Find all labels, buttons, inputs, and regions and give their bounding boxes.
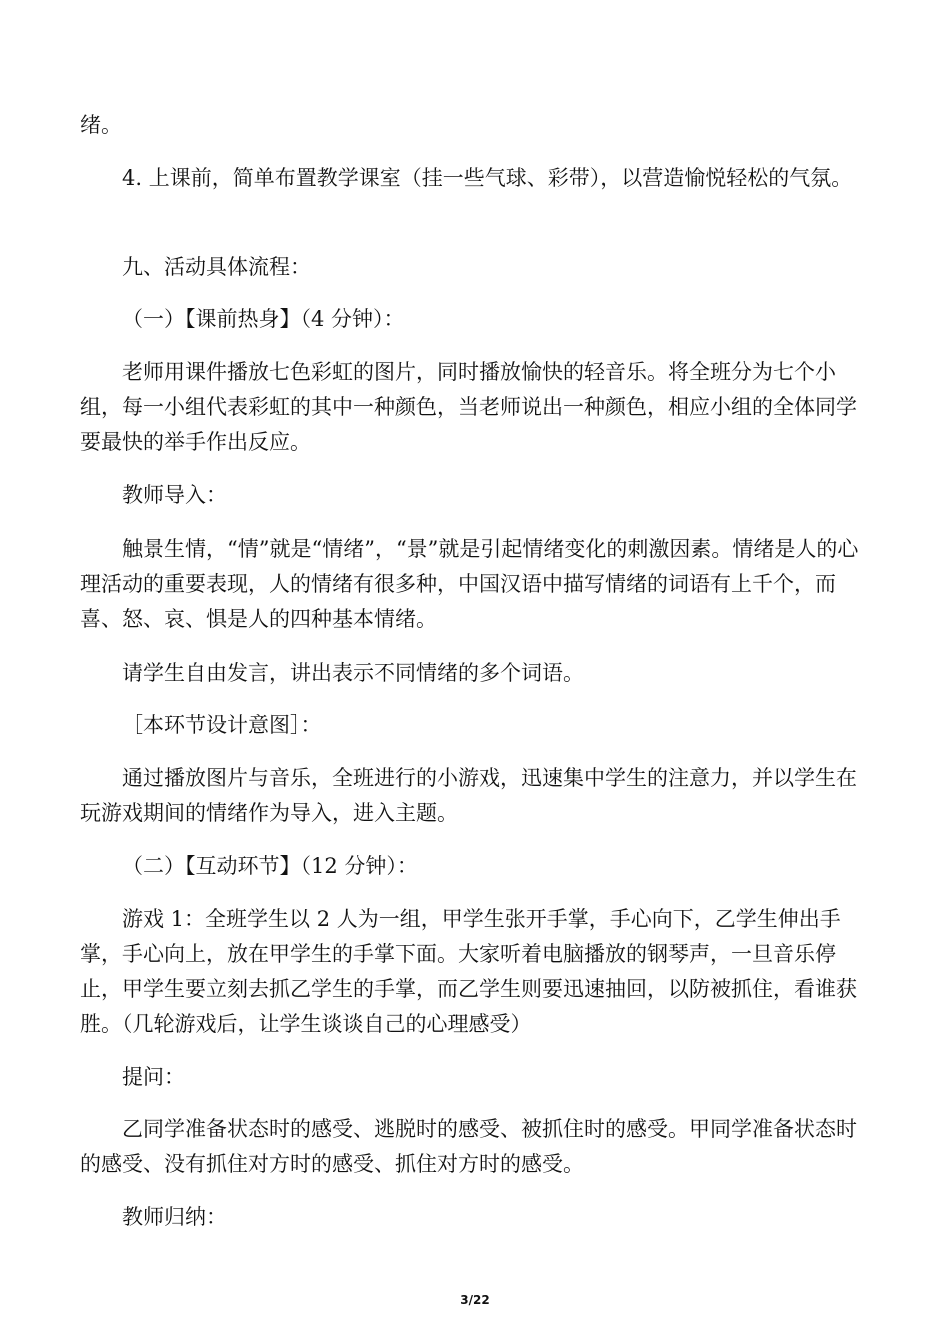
paragraph-preparation-4: 4. 上课前，简单布置教学课室（挂一些气球、彩带），以营造愉悦轻松的气氛。 [122, 166, 853, 190]
label-teacher-intro: 教师导入： [122, 483, 227, 507]
paragraph-teacher-intro: 触景生情，“情”就是“情绪”，“景”就是引起情绪变化的刺激因素。情绪是人的心理活动的重要表现，人的情绪有很多种，中国汉语中描写情绪的词语有上千个，而喜、怒、哀、惧是人的四种基本情绪。 [80, 537, 859, 631]
paragraph-game-1: 游戏 1：全班学生以 2 人为一组，甲学生张开手掌，手心向下，乙学生伸出手掌，手心向上，放在甲学生的手掌下面。大家听着电脑播放的钢琴声，一旦音乐停止，甲学生要立刻去抓乙学生的手掌，而乙学生则要迅速抽回，以防被抓住，看谁获胜。（几轮游戏后，让学生谈谈自己的心理感受） [80, 907, 857, 1036]
label-design-intent: ［本环节设计意图］： [122, 713, 322, 737]
label-teacher-summary: 教师归纳： [122, 1205, 227, 1229]
label-question: 提问： [122, 1065, 185, 1089]
paragraph-question-detail: 乙同学准备状态时的感受、逃脱时的感受、被抓住时的感受。甲同学准备状态时的感受、没有抓住对方时的感受、抓住对方时的感受。 [80, 1117, 857, 1176]
section-heading-activity-flow: 九、活动具体流程： [122, 255, 311, 279]
paragraph-continuation: 绪。 [80, 113, 122, 137]
paragraph-design-intent: 通过播放图片与音乐，全班进行的小游戏，迅速集中学生的注意力，并以学生在玩游戏期间的情绪作为导入，进入主题。 [80, 766, 857, 825]
subheading-interaction: （二）【互动环节】（12 分钟）： [122, 854, 418, 878]
paragraph-warmup-description: 老师用课件播放七色彩虹的图片，同时播放愉快的轻音乐。将全班分为七个小组，每一小组代表彩虹的其中一种颜色，当老师说出一种颜色，相应小组的全体同学要最快的举手作出反应。 [80, 360, 857, 454]
paragraph-student-speak: 请学生自由发言，讲出表示不同情绪的多个词语。 [122, 661, 584, 685]
subheading-warmup: （一）【课前热身】（4 分钟）： [122, 307, 405, 331]
page-number: 3/22 [460, 1293, 490, 1307]
